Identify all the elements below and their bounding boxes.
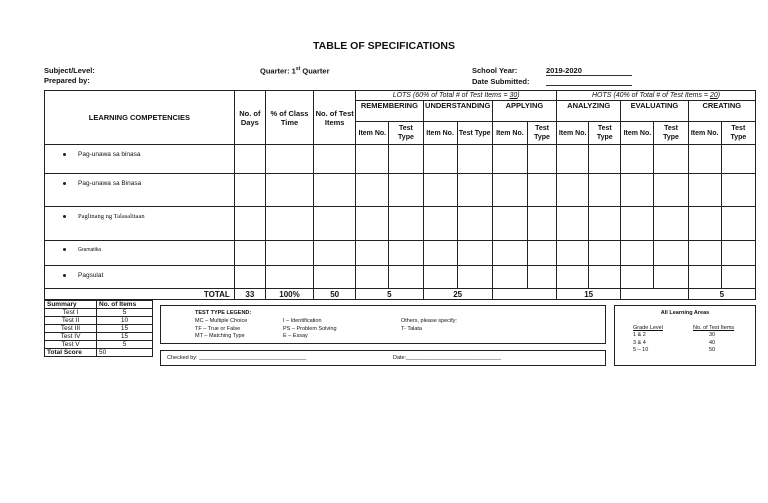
item-no-header: Item No. <box>423 122 457 145</box>
legend-col-2: I – Identification PS – Problem Solving E – Essay <box>283 318 337 339</box>
summary-table <box>44 300 153 357</box>
grade-level-header: Grade Level <box>633 325 663 331</box>
total-remembering: 5 <box>356 289 423 300</box>
summary-header: Summary <box>45 301 97 309</box>
applying-header: APPLYING <box>492 101 556 122</box>
total-percent: 100% <box>265 289 313 300</box>
test-type-legend <box>160 305 606 344</box>
total-row <box>45 289 756 300</box>
checked-by-line: Checked by: ___________________________________ <box>167 355 307 361</box>
test-type-header: Test Type <box>389 122 423 145</box>
total-items: 50 <box>314 289 356 300</box>
prepared-by-label: Prepared by: <box>44 76 90 85</box>
legend-col-1: MC – Multiple Choice TF – True or False MT – Matching Type <box>195 318 248 339</box>
legend-col-3: Others, please specify: T- Talata <box>401 318 457 332</box>
analyzing-header: ANALYZING <box>557 101 621 122</box>
competency-cell: Paglinang ng Talasalitaan <box>45 207 235 241</box>
test-type-header: Test Type <box>721 122 755 145</box>
item-no-header: Item No. <box>621 122 654 145</box>
school-year-label: School Year: <box>472 66 518 75</box>
test-items-header: No. of Test Items <box>314 91 356 145</box>
total-score-value: 50 <box>97 349 153 357</box>
total-score-label: Total Score <box>45 349 97 357</box>
subject-level-label: Subject/Level: <box>44 66 95 75</box>
date-line: Date:_______________________________ <box>393 355 501 361</box>
item-no-header: Item No. <box>356 122 389 145</box>
item-no-header: Item No. <box>557 122 589 145</box>
total-days: 33 <box>234 289 265 300</box>
total-understanding: 25 <box>423 289 492 300</box>
table-row <box>45 207 756 241</box>
table-row: Test I 5 <box>45 309 153 317</box>
table-row: Test V 5 <box>45 341 153 349</box>
school-year-value: 2019-2020 <box>546 66 632 76</box>
table-row: Test II 10 <box>45 317 153 325</box>
table-row <box>45 174 756 207</box>
total-analyzing: 15 <box>557 289 621 300</box>
date-submitted-line <box>546 84 632 86</box>
days-header: No. of Days <box>234 91 265 145</box>
grade-level-values: 1 & 2 3 & 4 5 – 10 <box>633 332 649 353</box>
test-type-header: Test Type <box>527 122 556 145</box>
quarter-label: Quarter: 1st Quarter <box>260 66 330 76</box>
table-row <box>45 145 756 174</box>
learning-competencies-header: LEARNING COMPETENCIES <box>45 91 235 145</box>
hots-header: HOTS (40% of Total # of Test Items = 20) <box>557 91 756 101</box>
summary-items-header: No. of Items <box>97 301 153 309</box>
table-row <box>45 241 756 266</box>
competency-cell: Pag-unawa sa Binasa <box>45 174 235 207</box>
table-row: Test IV 15 <box>45 333 153 341</box>
table-row: Test III 15 <box>45 325 153 333</box>
test-type-header: Test Type <box>457 122 492 145</box>
understanding-header: UNDERSTANDING <box>423 101 492 122</box>
total-label: TOTAL <box>45 289 235 300</box>
test-type-header: Test Type <box>589 122 621 145</box>
evaluating-header: EVALUATING <box>621 101 688 122</box>
remembering-header: REMEMBERING <box>356 101 423 122</box>
competency-cell: Pag-unawa sa binasa <box>45 145 235 174</box>
competency-cell: Pagsulat <box>45 266 235 289</box>
page-title: TABLE OF SPECIFICATIONS <box>313 40 455 52</box>
test-items-header: No. of Test Items <box>693 325 735 331</box>
checked-by-box <box>160 350 606 366</box>
table-row <box>45 266 756 289</box>
lots-header: LOTS (60% of Total # of Test Items = 30) <box>356 91 557 101</box>
creating-header: CREATING <box>688 101 755 122</box>
test-items-values: 30 40 50 <box>709 332 716 353</box>
total-creating: 5 <box>688 289 755 300</box>
date-submitted-label: Date Submitted: <box>472 77 530 86</box>
class-time-header: % of Class Time <box>265 91 313 145</box>
specifications-table <box>44 90 756 300</box>
test-type-header: Test Type <box>654 122 688 145</box>
item-no-header: Item No. <box>688 122 721 145</box>
learning-areas-box <box>614 305 756 366</box>
learning-areas-title: All Learning Areas <box>660 310 710 316</box>
competency-cell: Gramatika <box>45 241 235 266</box>
item-no-header: Item No. <box>492 122 527 145</box>
legend-title: TEST TYPE LEGEND: <box>195 310 252 316</box>
